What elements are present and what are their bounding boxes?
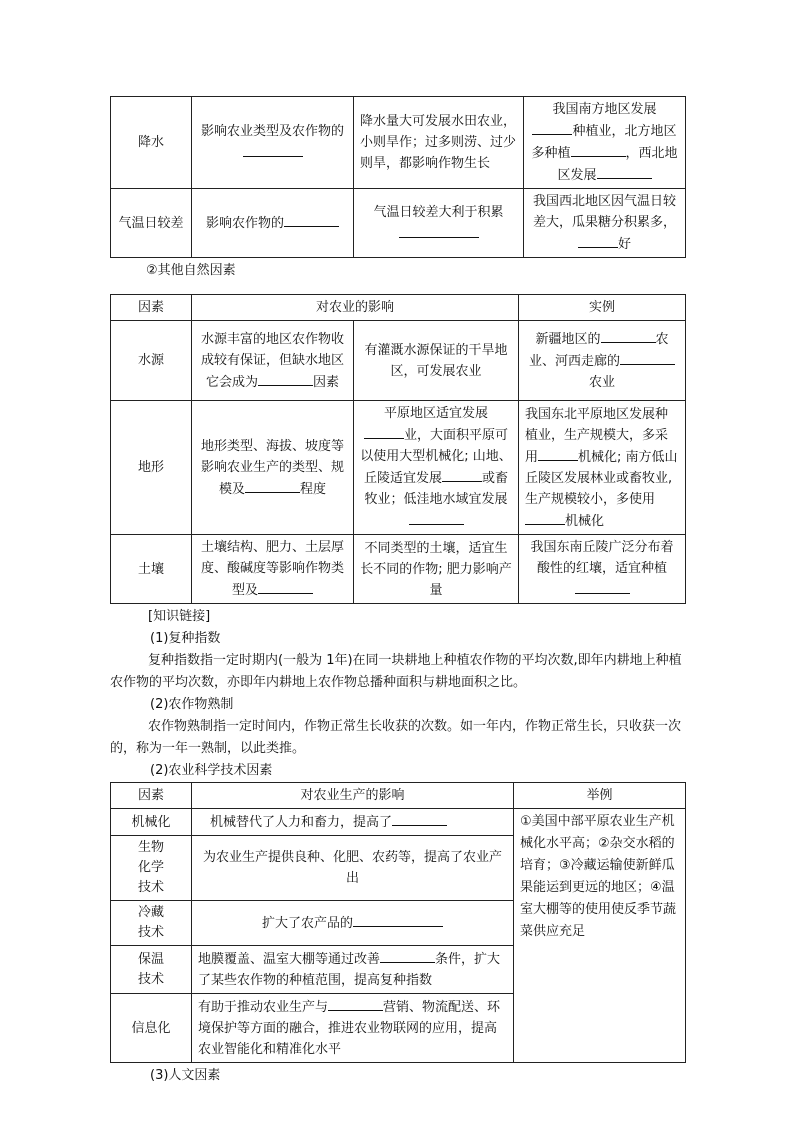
- factor-label: 降水: [137, 135, 164, 150]
- table-row: [111, 321, 686, 401]
- example-text: 我国西北地区因气温日较差大，瓜果糖分积累多，: [532, 194, 676, 230]
- section-caption: (2)农业科学技术因素: [150, 763, 273, 778]
- table-header-row: [111, 783, 686, 809]
- factor-label: 冷藏: [137, 905, 164, 920]
- fill-blank[interactable]: [392, 811, 447, 826]
- other-natural-factor-table: [110, 294, 686, 604]
- example-text: 我国东南丘陵广泛分布着酸性的红壤，适宜种植: [530, 540, 674, 576]
- column-header: 对农业的影响: [192, 295, 519, 321]
- fill-blank[interactable]: [399, 223, 479, 238]
- climate-factor-table: [110, 96, 686, 258]
- factor-label: 生物: [137, 840, 164, 855]
- influence-text: 有助于推动农业生产与: [198, 1000, 329, 1015]
- influence-text: 地膜覆盖、温室大棚等通过改善: [198, 952, 381, 967]
- factor-cell: [111, 946, 192, 994]
- fill-blank[interactable]: [442, 467, 482, 482]
- factor-cell: 机械化: [111, 809, 192, 836]
- influence-text: 程度: [300, 481, 327, 497]
- example-cell: [519, 321, 686, 401]
- influence-cell: [192, 401, 354, 535]
- influence-text: 水源丰富的地区农作物收成较有保证，但缺水地区它会成为: [200, 331, 344, 390]
- influence-text: 地形类型、海拔、坡度等影响农业生产的类型、规模及: [200, 438, 344, 497]
- example-cell: [524, 189, 686, 258]
- fill-blank[interactable]: [353, 912, 443, 927]
- example-cell: [524, 97, 686, 189]
- influence-cell: [192, 809, 514, 836]
- paragraph: 农作物熟制指一定时间内，作物正常生长收获的次数。如一年内，作物正常生长，只收获一次的，称为一年一熟制，以此类推。: [110, 719, 682, 756]
- fill-blank[interactable]: [532, 120, 572, 135]
- example-text: 机械化; 南方低山丘陵区发展林业或畜牧业,生产规模较小，多使用: [525, 449, 678, 507]
- influence-text: 营销、物流配送、环境保护等方面的融合，推进农业物联网的应用，提高农业智能化和精准化水平: [198, 1000, 501, 1057]
- factor-label: 化学: [137, 860, 164, 875]
- factor-cell: [111, 836, 192, 901]
- fill-blank[interactable]: [409, 510, 464, 525]
- effect-text: 业，大面积平原可以使用大型机械化; 山地、丘陵适宜发展: [360, 428, 512, 486]
- factor-cell: 地形: [111, 401, 192, 535]
- factor-cell: [111, 901, 192, 946]
- example-cell: [519, 535, 686, 604]
- document-page: [110, 96, 685, 1087]
- effect-text: 气温日较差大利于积累: [373, 204, 504, 220]
- fill-blank[interactable]: [328, 996, 383, 1011]
- effect-cell: [354, 189, 524, 258]
- table-header-row: [111, 295, 686, 321]
- fill-blank[interactable]: [245, 478, 300, 493]
- example-text: 我国南方地区发展: [552, 102, 657, 117]
- factor-label: 技术: [137, 971, 164, 987]
- influence-cell: [192, 321, 354, 401]
- fill-blank[interactable]: [620, 350, 675, 365]
- table-row: [111, 809, 686, 836]
- influence-text: 影响农作物的: [205, 216, 284, 231]
- table-row: [111, 535, 686, 604]
- influence-cell: [192, 97, 354, 189]
- example-text: ，西北地区发展: [557, 146, 678, 183]
- factor-cell: 信息化: [111, 994, 192, 1063]
- influence-cell: [192, 189, 354, 258]
- knowledge-link-section: [110, 606, 685, 782]
- fill-blank[interactable]: [243, 142, 303, 157]
- example-text: 农业、河西走廊的: [529, 332, 669, 369]
- influence-cell: 为农业生产提供良种、化肥、农药等，提高了农业产出: [192, 836, 514, 901]
- table-row: [111, 97, 686, 189]
- influence-text: 扩大了农产品的: [261, 916, 353, 931]
- section-caption: ②其他自然因素: [146, 263, 236, 278]
- influence-text: 影响农业类型及农作物的: [200, 124, 344, 139]
- example-cell: [514, 809, 686, 1063]
- factor-label: 气温日较差: [118, 215, 184, 231]
- factor-cell: [111, 189, 192, 258]
- factor-label: 保温: [137, 951, 164, 967]
- factor-cell: 水源: [111, 321, 192, 401]
- influence-text: 因素: [313, 374, 340, 390]
- column-header: 因素: [111, 783, 192, 809]
- column-header: 实例: [519, 295, 686, 321]
- table-row: [111, 401, 686, 535]
- influence-cell: [192, 946, 514, 994]
- influence-text: 条件，扩大了某些农作物的种植范围，提高复种指数: [198, 952, 501, 988]
- influence-cell: [192, 994, 514, 1063]
- effect-text: 降水量大可发展水田农业，小则旱作；过多则涝、过少则旱，都影响作物生长: [360, 114, 517, 171]
- fill-blank[interactable]: [380, 948, 435, 963]
- column-header: 因素: [111, 295, 192, 321]
- example-text: ①美国中部平原农业生产机械化水平高；②杂交水稻的培育；③冷藏运输使新鲜瓜果能运到更远的地区；④温室大棚等的使用使反季节蔬菜供应充足: [520, 814, 677, 939]
- fill-blank[interactable]: [597, 164, 652, 179]
- factor-cell: [111, 97, 192, 189]
- factor-label: 技术: [137, 925, 164, 940]
- column-header: 举例: [514, 783, 686, 809]
- table-row: [111, 189, 686, 258]
- fill-blank[interactable]: [525, 510, 565, 525]
- example-text: 新疆地区的: [535, 332, 601, 347]
- influence-text: 机械替代了人力和畜力，提高了: [210, 815, 393, 830]
- fill-blank[interactable]: [571, 142, 626, 157]
- subsection-title: (2)农作物熟制: [150, 697, 234, 712]
- section-caption: (3)人文因素: [150, 1068, 221, 1083]
- example-text: 我国东北平原地区发展种植业，生产规模大，多采用: [525, 406, 669, 465]
- fill-blank[interactable]: [538, 446, 578, 461]
- example-text: 好: [617, 237, 631, 252]
- fill-blank[interactable]: [258, 579, 313, 594]
- influence-text: 土壤结构、肥力、土层厚度、酸碱度等影响作物类型及: [200, 540, 344, 598]
- factor-label: 技术: [137, 880, 164, 895]
- factor-cell: 土壤: [111, 535, 192, 604]
- section-caption: [知识链接]: [148, 609, 211, 624]
- influence-cell: [192, 901, 514, 946]
- fill-blank[interactable]: [284, 212, 339, 227]
- fill-blank[interactable]: [364, 424, 404, 439]
- paragraph: 复种指数指一定时期内(一般为 1年)在同一块耕地上种植农作物的平均次数,即年内耕地上种植农作物的平均次数，亦即年内耕地上农作物总播种面积与耕地面积之比。: [110, 653, 682, 690]
- effect-cell: 有灌溉水源保证的干旱地区，可发展农业: [354, 321, 519, 401]
- effect-cell: 不同类型的土壤，适宜生长不同的作物; 肥力影响产量: [354, 535, 519, 604]
- fill-blank[interactable]: [258, 371, 313, 386]
- influence-cell: [192, 535, 354, 604]
- fill-blank[interactable]: [575, 579, 630, 594]
- fill-blank[interactable]: [601, 328, 656, 343]
- subsection-title: (1)复种指数: [150, 631, 221, 646]
- fill-blank[interactable]: [578, 233, 618, 248]
- effect-text: 或畜牧业；低洼地水域宜发展: [364, 471, 509, 507]
- example-text: 机械化: [565, 513, 605, 529]
- example-text: 农业: [589, 375, 616, 390]
- example-cell: [519, 401, 686, 535]
- column-header: 对农业生产的影响: [192, 783, 514, 809]
- effect-cell: [354, 401, 519, 535]
- effect-cell: [354, 97, 524, 189]
- effect-text: 平原地区适宜发展: [384, 406, 489, 421]
- example-text: 种植业，北方地区多种植: [531, 124, 677, 161]
- agri-tech-factor-table: [110, 782, 686, 1063]
